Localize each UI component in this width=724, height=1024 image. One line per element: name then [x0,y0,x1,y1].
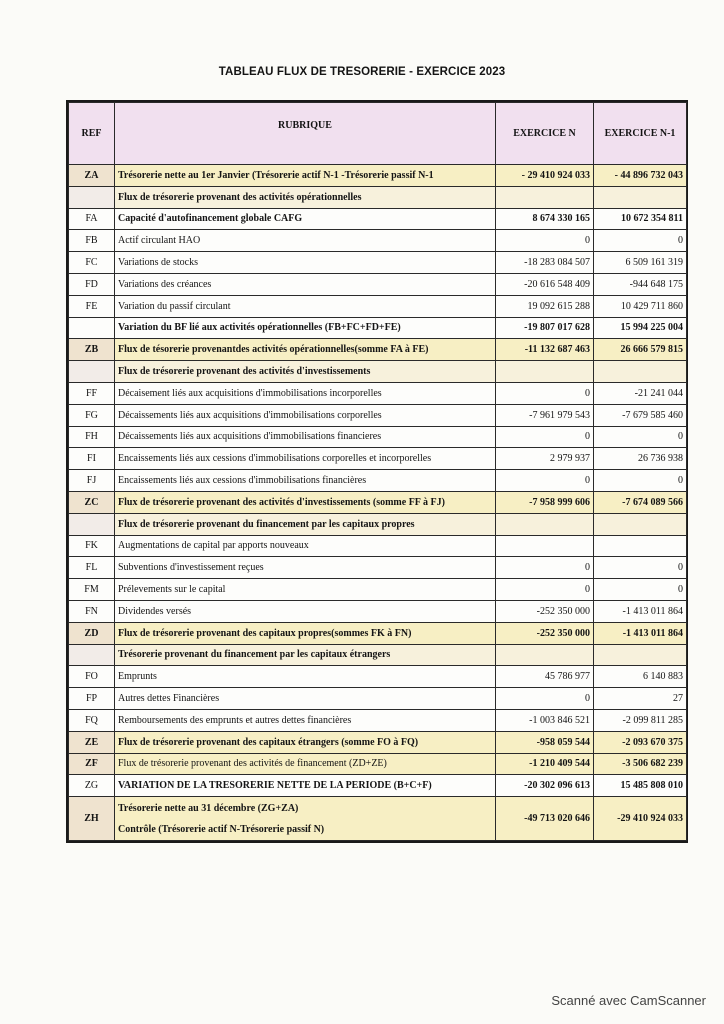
row-value-n: -20 302 096 613 [496,775,594,797]
row-label: Flux de tésorerie provenantdes activités opérationnelles(somme FA à FE) [115,339,496,361]
row-ref: FP [69,688,115,710]
table-row [69,470,687,492]
table-row [69,797,687,841]
row-value-n: -18 283 084 507 [496,252,594,274]
row-value-n1: 27 [594,688,687,710]
row-ref: ZD [69,622,115,644]
row-label: Emprunts [115,666,496,688]
row-label: Variations des créances [115,273,496,295]
row-value-n1 [594,644,687,666]
row-label: Variation du BF lié aux activités opérationnelles (FB+FC+FD+FE) [115,317,496,339]
row-ref: FE [69,295,115,317]
table-row [69,666,687,688]
row-label [115,797,496,841]
row-label: Subventions d'investissement reçues [115,557,496,579]
table-row [69,557,687,579]
table-row [69,382,687,404]
row-value-n1: -1 413 011 864 [594,622,687,644]
table-section-row [69,186,687,208]
row-label: Trésorerie nette au 1er Janvier (Trésorerie actif N-1 -Trésorerie passif N-1 [115,165,496,187]
table-row [69,753,687,775]
table-row [69,317,687,339]
row-value-n: 0 [496,688,594,710]
row-value-n: 0 [496,230,594,252]
row-label-line-2: Contrôle (Trésorerie actif N-Trésorerie passif N) [118,823,325,835]
row-value-n: 0 [496,470,594,492]
row-ref [69,361,115,383]
row-label: VARIATION DE LA TRESORERIE NETTE DE LA PERIODE (B+C+F) [115,775,496,797]
row-label: Flux de trésorerie provenant du financement par les capitaux propres [115,513,496,535]
row-ref: FG [69,404,115,426]
row-label: Flux de trésorerie provenant des capitaux propres(sommes FK à FN) [115,622,496,644]
row-value-n1: -29 410 924 033 [594,797,687,841]
row-value-n: 0 [496,557,594,579]
column-header-ref: REF [69,103,115,165]
row-value-n1: 6 140 883 [594,666,687,688]
table-row [69,688,687,710]
row-value-n: 2 979 937 [496,448,594,470]
row-ref [69,317,115,339]
row-label: Flux de trésorerie provenant des capitaux étrangers (somme FO à FQ) [115,731,496,753]
row-value-n1: 0 [594,470,687,492]
table-section-row [69,644,687,666]
row-value-n: 0 [496,426,594,448]
table-row [69,535,687,557]
table-row [69,731,687,753]
row-ref: FB [69,230,115,252]
row-label: Actif circulant HAO [115,230,496,252]
row-value-n1: 26 666 579 815 [594,339,687,361]
row-value-n1: 15 485 808 010 [594,775,687,797]
row-label: Remboursements des emprunts et autres dettes financières [115,709,496,731]
row-ref: FI [69,448,115,470]
column-header-exercice-n: EXERCICE N [496,103,594,165]
table-row [69,295,687,317]
row-ref [69,186,115,208]
table-row [69,404,687,426]
row-ref: FM [69,579,115,601]
row-ref: FN [69,600,115,622]
row-label: Trésorerie provenant du financement par les capitaux étrangers [115,644,496,666]
row-label: Flux de trésorerie provenant des activités de financement (ZD+ZE) [115,753,496,775]
table-row [69,491,687,513]
row-ref: FK [69,535,115,557]
row-ref: FJ [69,470,115,492]
row-value-n1: -3 506 682 239 [594,753,687,775]
row-value-n1: -944 648 175 [594,273,687,295]
row-value-n1: -1 413 011 864 [594,600,687,622]
row-value-n1: 10 672 354 811 [594,208,687,230]
table-row [69,339,687,361]
row-value-n: 45 786 977 [496,666,594,688]
table-row [69,709,687,731]
row-label: Décaissements liés aux acquisitions d'immobilisations corporelles [115,404,496,426]
table-header-row [69,103,687,165]
row-label: Augmentations de capital par apports nouveaux [115,535,496,557]
row-value-n: - 29 410 924 033 [496,165,594,187]
row-value-n [496,535,594,557]
table-row [69,230,687,252]
row-value-n1: 0 [594,426,687,448]
row-value-n1: - 44 896 732 043 [594,165,687,187]
document-title: TABLEAU FLUX DE TRESORERIE - EXERCICE 2023 [218,66,506,78]
row-ref: ZB [69,339,115,361]
row-value-n: -7 958 999 606 [496,491,594,513]
table-row [69,426,687,448]
row-label: Autres dettes Financières [115,688,496,710]
row-value-n1 [594,186,687,208]
row-value-n [496,644,594,666]
table-row [69,208,687,230]
row-label: Prélevements sur le capital [115,579,496,601]
row-value-n: -7 961 979 543 [496,404,594,426]
table-row [69,579,687,601]
row-value-n: 0 [496,382,594,404]
row-ref: ZE [69,731,115,753]
row-label: Capacité d'autofinancement globale CAFG [115,208,496,230]
row-ref: ZC [69,491,115,513]
row-ref: ZA [69,165,115,187]
row-value-n [496,361,594,383]
row-value-n1: 6 509 161 319 [594,252,687,274]
row-ref: ZF [69,753,115,775]
row-ref [69,644,115,666]
table-section-row [69,361,687,383]
row-value-n1: -7 674 089 566 [594,491,687,513]
row-value-n1: 26 736 938 [594,448,687,470]
row-value-n1: 15 994 225 004 [594,317,687,339]
row-ref: FC [69,252,115,274]
row-value-n1 [594,513,687,535]
table-row [69,165,687,187]
column-header-rubrique: RUBRIQUE [115,103,496,165]
row-value-n [496,186,594,208]
row-label: Variation du passif circulant [115,295,496,317]
row-value-n1: 0 [594,557,687,579]
row-value-n: 0 [496,579,594,601]
table-row [69,448,687,470]
row-value-n: -252 350 000 [496,622,594,644]
row-label: Dividendes versés [115,600,496,622]
row-value-n1: -2 093 670 375 [594,731,687,753]
scanner-watermark: Scanné avec CamScanner [551,993,706,1008]
row-label: Décaissements liés aux acquisitions d'immobilisations financieres [115,426,496,448]
table-row [69,252,687,274]
column-header-exercice-n1: EXERCICE N-1 [594,103,687,165]
table-row [69,622,687,644]
row-value-n: -19 807 017 628 [496,317,594,339]
table-row [69,775,687,797]
row-value-n: -49 713 020 646 [496,797,594,841]
row-value-n: -1 210 409 544 [496,753,594,775]
row-ref: FD [69,273,115,295]
row-label: Variations de stocks [115,252,496,274]
row-ref: ZG [69,775,115,797]
row-label: Encaissements liés aux cessions d'immobilisations corporelles et incorporelles [115,448,496,470]
row-ref [69,513,115,535]
row-ref: FO [69,666,115,688]
row-value-n: -11 132 687 463 [496,339,594,361]
row-value-n1: 10 429 711 860 [594,295,687,317]
row-value-n1 [594,535,687,557]
row-value-n: -20 616 548 409 [496,273,594,295]
row-value-n: -958 059 544 [496,731,594,753]
row-value-n1 [594,361,687,383]
row-ref: FA [69,208,115,230]
row-value-n1: -2 099 811 285 [594,709,687,731]
table-row [69,273,687,295]
row-label: Décaisement liés aux acquisitions d'immobilisations incorporelles [115,382,496,404]
row-label-line-1: Trésorerie nette au 31 décembre (ZG+ZA) [118,802,299,814]
row-value-n [496,513,594,535]
row-ref: FL [69,557,115,579]
row-ref: FH [69,426,115,448]
row-ref: FQ [69,709,115,731]
row-label: Flux de trésorerie provenant des activités d'investissements [115,361,496,383]
row-value-n1: 0 [594,230,687,252]
row-label: Flux de trésorerie provenant des activités opérationnelles [115,186,496,208]
row-value-n: -1 003 846 521 [496,709,594,731]
row-label: Encaissements liés aux cessions d'immobilisations financières [115,470,496,492]
row-value-n: 8 674 330 165 [496,208,594,230]
row-label: Flux de trésorerie provenant des activités d'investissements (somme FF à FJ) [115,491,496,513]
row-value-n1: -21 241 044 [594,382,687,404]
row-value-n: -252 350 000 [496,600,594,622]
cash-flow-table [68,102,687,841]
table-row [69,600,687,622]
row-value-n: 19 092 615 288 [496,295,594,317]
row-ref: FF [69,382,115,404]
cash-flow-table-container [66,100,688,843]
row-value-n1: -7 679 585 460 [594,404,687,426]
row-ref: ZH [69,797,115,841]
table-section-row [69,513,687,535]
row-value-n1: 0 [594,579,687,601]
